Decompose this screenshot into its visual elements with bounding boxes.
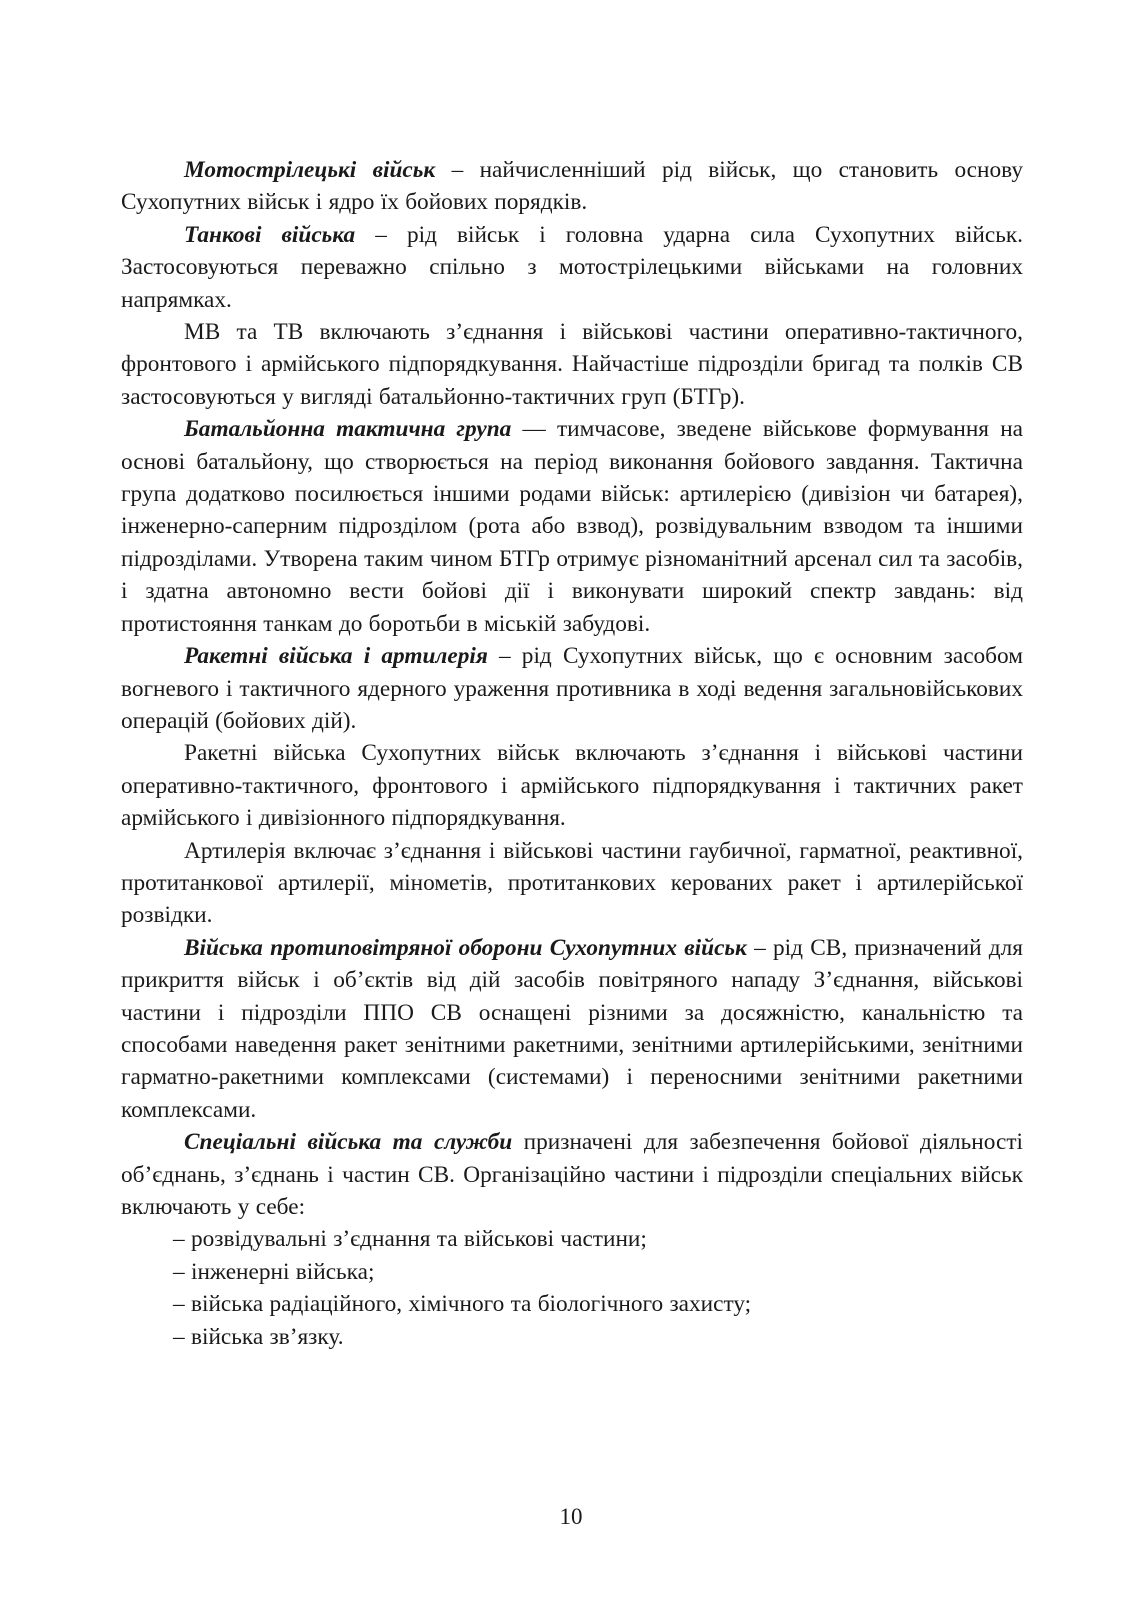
paragraph-mv-tv-composition <box>121 316 1023 413</box>
paragraph-artillery-composition <box>121 835 1023 932</box>
paragraph-missile-artillery <box>121 640 1023 737</box>
paragraph-text: МВ та ТВ включають з’єднання і військові частини оперативно-тактичного, фронтового і армійського підпорядкування. Найчастіше підрозділи бригад та полків СВ застосовуються у вигляді батальйонно-тактичних груп (БТГр). <box>121 319 1023 410</box>
paragraph-motorized-infantry <box>121 154 1023 219</box>
term-special-troops: Спеціальні війська та служби <box>184 1129 513 1156</box>
paragraph-text: – найчисленніший рід військ, що становить основу Сухопутних військ і ядро їх бойових порядків. <box>121 157 1023 216</box>
term-air-defense: Війська протиповітряної оборони Сухопутних військ <box>184 934 747 961</box>
term-tank-troops: Танкові війська <box>184 221 356 248</box>
paragraph-text: — тимчасове, зведене військове формування на основі батальйону, що створюється на період виконання бойового завдання. Тактична група додатково посилюється іншими родами військ: артилерією (дивізіон чи батарея), інженерно-саперним підрозділом (рота або взвод), розвідувальним взводом та іншими підрозділами. Утворена таким чином БТГр отримує різноманітний арсенал сил та засобів, і здатна автономно вести бойові дії і виконувати широкий спектр завдань: від протистояння танкам до боротьби в міській забудові. <box>121 416 1024 637</box>
page-body <box>121 154 1023 1353</box>
paragraph-missile-troops-composition <box>121 737 1023 834</box>
list-item: – війська радіаційного, хімічного та біологічного захисту; <box>173 1291 752 1318</box>
term-battalion-tactical-group: Батальйонна тактична група <box>184 416 512 443</box>
paragraph-tank-troops <box>121 219 1023 316</box>
paragraph-special-troops <box>121 1126 1023 1223</box>
paragraph-air-defense <box>121 932 1023 1126</box>
list-item: – розвідувальні з’єднання та військові частини; <box>173 1226 647 1253</box>
page-number: 10 <box>559 1504 583 1529</box>
term-missile-artillery: Ракетні війська і артилерія <box>184 643 488 670</box>
paragraph-text: – рід Сухопутних військ, що є основним засобом вогневого і тактичного ядерного ураження противника в ході ведення загальновійськових операцій (бойових дій). <box>121 643 1023 734</box>
paragraph-battalion-tactical-group <box>121 413 1023 640</box>
term-motorized-infantry: Мотострілецькі військ <box>184 157 436 183</box>
list-item: – війська зв’язку. <box>173 1323 344 1350</box>
paragraph-text: – рід СВ, призначений для прикриття військ і об’єктів від дій засобів повітряного нападу З’єднання, військові частини і підрозділи ППО СВ оснащені різними за досяжністю, канальністю та способами наведення ракет зенітними ракетними, зенітними артилерійськими, зенітними гарматно-ракетними комплексами (системами) і переносними зенітними ракетними комплексами. <box>121 934 1023 1123</box>
paragraph-text: Артилерія включає з’єднання і військові частини гаубичної, гарматної, реактивної, протитанкової артилерії, мінометів, протитанкових керованих ракет і артилерійської розвідки. <box>121 837 1023 929</box>
list-item: – інженерні війська; <box>173 1258 375 1285</box>
paragraph-text: – рід військ і головна ударна сила Сухопутних військ. Застосовуються переважно спільно з мотострілецькими військами на головних напрямках. <box>121 221 1023 313</box>
paragraph-text: призначені для забезпечення бойової діяльності об’єднань, з’єднань і частин СВ. Організаційно частини і підрозділи спеціальних військ включають у себе: <box>121 1129 1023 1220</box>
paragraph-text: Ракетні війська Сухопутних військ включають з’єднання і військові частини оперативно-тактичного, фронтового і армійського підпорядкування і тактичних ракет армійського і дивізіонного підпорядкування. <box>121 740 1023 832</box>
